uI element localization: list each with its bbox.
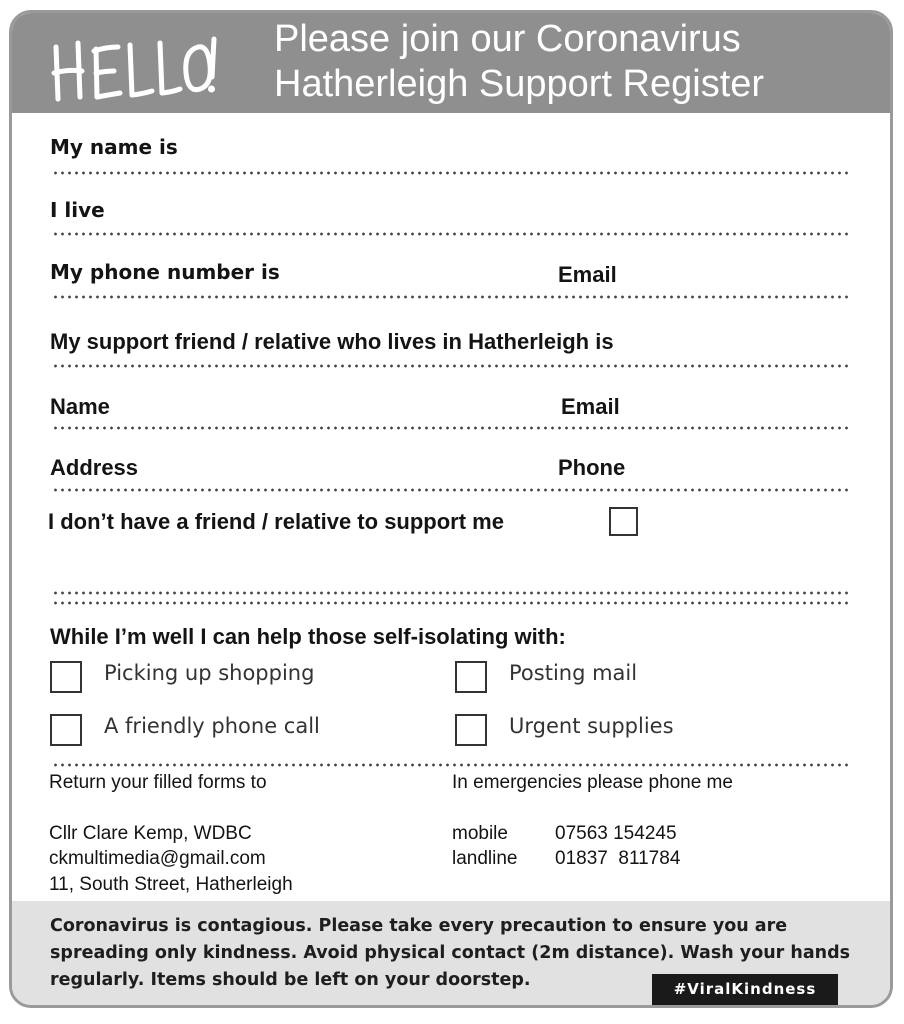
support-phone-label: Phone [558,455,626,480]
register-title [274,17,764,107]
support-dotted-line[interactable] [52,364,852,368]
title-line-1: Please join our Coronavirus [274,18,741,60]
support-address-label: Address [50,455,139,480]
supplies-option: Urgent supplies [509,714,674,738]
shopping-option: Picking up shopping [104,661,315,685]
name-dotted-line[interactable] [52,171,852,175]
emergency-heading: In emergencies please phone me [452,772,733,793]
return-heading: Return your filled forms to [49,772,267,793]
phone-email-dotted-line[interactable] [52,295,852,299]
mobile-number[interactable]: 07563 154245 [555,823,677,844]
mail-option: Posting mail [509,661,638,685]
footer-notice: Coronavirus is contagious. Please take every precaution to ensure you are spreading only kindness. Avoid physical contact (2m distance). Wash your hands regularly. Items should be left on your doorstep. [50,916,851,990]
return-name: Cllr Clare Kemp, WDBC [49,823,252,844]
mobile-label: mobile [452,823,508,844]
support-email-label: Email [561,394,620,419]
no-friend-checkbox[interactable] [609,507,638,536]
address-dotted-line[interactable] [52,232,852,236]
support-address-dotted-line[interactable] [52,488,852,492]
blank-dotted-line-2[interactable] [52,601,852,605]
help-heading: While I’m well I can help those self-isolating with: [50,624,566,649]
phone-call-option: A friendly phone call [104,714,320,738]
hello-logo [48,27,218,107]
live-label: I live [50,198,105,222]
return-address: 11, South Street, Hatherleigh [49,874,293,895]
form-header [12,13,890,113]
phone-label: My phone number is [50,260,280,284]
no-friend-label: I don’t have a friend / relative to support me [48,509,504,534]
footer-banner [12,901,890,1008]
title-line-2: Hatherleigh Support Register [274,63,765,105]
support-heading: My support friend / relative who lives in Hatherleigh is [50,329,614,354]
email-label: Email [558,262,617,287]
landline-label: landline [452,848,518,869]
landline-number[interactable]: 01837 811784 [555,848,681,869]
registration-form [9,10,893,1008]
viral-kindness-badge: #ViralKindness [652,974,838,1005]
return-email[interactable]: ckmultimedia@gmail.com [49,848,266,869]
mail-checkbox[interactable] [455,661,487,693]
blank-dotted-line-1[interactable] [52,591,852,595]
shopping-checkbox[interactable] [50,661,82,693]
help-dotted-line [52,763,852,767]
phone-call-checkbox[interactable] [50,714,82,746]
name-label: My name is [50,135,178,159]
supplies-checkbox[interactable] [455,714,487,746]
support-name-dotted-line[interactable] [52,426,852,430]
support-name-label: Name [50,394,110,419]
